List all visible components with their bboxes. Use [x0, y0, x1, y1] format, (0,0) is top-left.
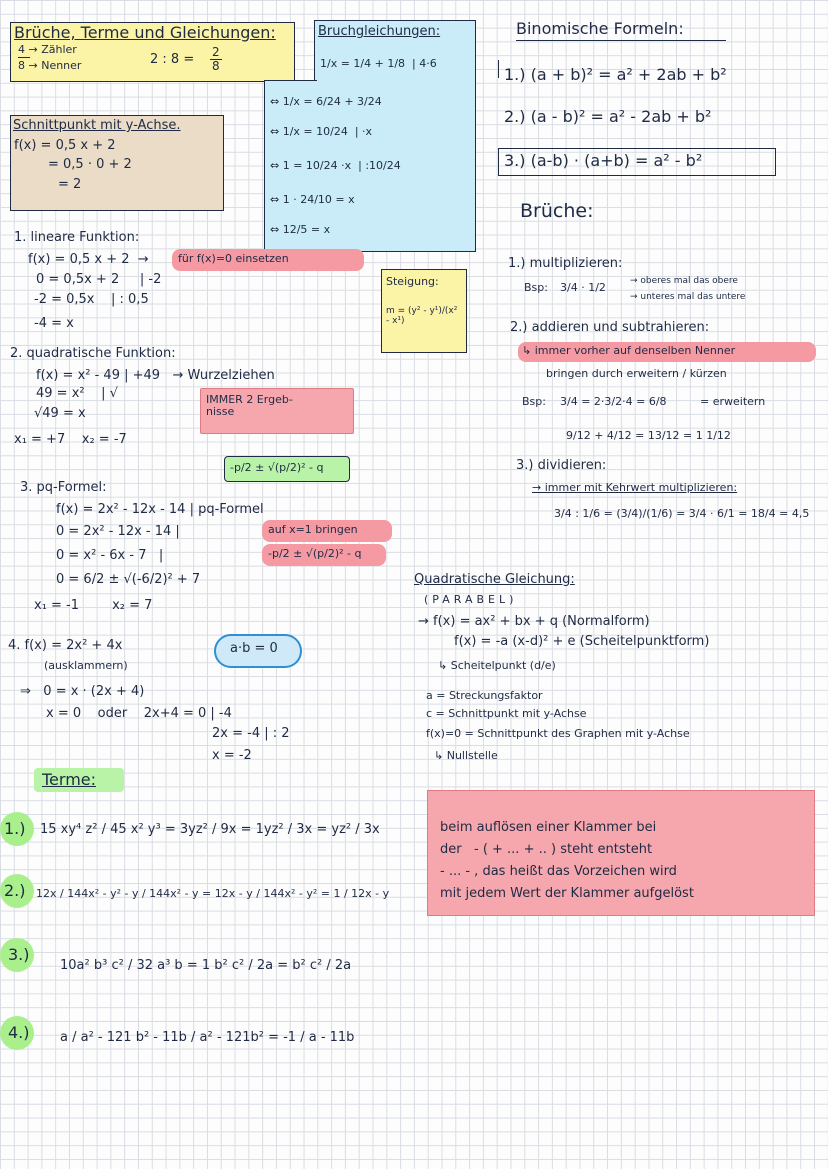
aus-sub: (ausklammern)	[44, 659, 128, 672]
pq-box-formula: -p/2 ± √(p/2)² - q	[230, 461, 324, 474]
bruch-row-6: ⇔ 12/5 = x	[270, 223, 331, 236]
quadgl-line-1: → f(x) = ax² + bx + q (Normalform)	[418, 614, 650, 629]
terme-expr-4: a / a² - 121 b² - 11b / a² - 121b² = -1 / a - 11b	[60, 1030, 355, 1045]
klammer-note-4: mit jedem Wert der Klammer aufgelöst	[440, 886, 694, 901]
terme-num-3: 3.)	[8, 945, 30, 964]
div-expr: 3/4 : 1/6 = (3/4)/(1/6) = 3/4 · 6/1 = 18/4 = 4,5	[554, 507, 810, 520]
add-expr-2: 9/12 + 4/12 = 13/12 = 1 1/12	[566, 429, 731, 442]
ab-zero-text: a·b = 0	[230, 641, 278, 656]
add-erweitern: = erweitern	[700, 395, 766, 408]
ex-den: 8	[212, 59, 220, 73]
pq-line-2: 0 = 2x² - 12x - 14 |	[56, 524, 180, 539]
terme-expr-3: 10a² b³ c² / 32 a³ b = 1 b² c² / 2a = b² c² / 2a	[60, 958, 352, 973]
terme-num-2: 2.)	[4, 881, 26, 900]
linear-line-4: -4 = x	[34, 316, 74, 331]
bruch-row-4: ⇔ 1 = 10/24 ·x | :10/24	[270, 159, 401, 172]
steigung-title: Steigung:	[386, 275, 439, 288]
quad-line-2: 49 = x² | √	[36, 386, 118, 401]
schnittpunkt-title: Schnittpunkt mit y-Achse.	[13, 118, 181, 133]
bruch-row-3: ⇔ 1/x = 10/24 | ·x	[270, 125, 373, 138]
schnitt-line-3: = 2	[58, 177, 82, 192]
add-highlight-text: ↳ immer vorher auf denselben Nenner	[522, 344, 736, 357]
page-title: Brüche, Terme und Gleichungen:	[14, 23, 276, 42]
klammer-note-2: der - ( + ... + .. ) steht entsteht	[440, 842, 653, 857]
quadgl-title: Quadratische Gleichung:	[414, 572, 575, 587]
linear-title: 1. lineare Funktion:	[14, 230, 140, 245]
pq-title: 3. pq-Formel:	[20, 480, 107, 495]
schnitt-line-1: f(x) = 0,5 x + 2	[14, 138, 116, 153]
quadgl-line-3: ↳ Scheitelpunkt (d/e)	[438, 659, 556, 672]
zaehler-text: Zähler	[41, 43, 77, 56]
add-expr: 3/4 = 2·3/2·4 = 6/8	[560, 395, 667, 408]
mult-note-1: → oberes mal das obere	[630, 276, 738, 286]
steigung-formula: m = (y² - y¹)/(x² - x¹)	[386, 306, 458, 326]
quad-line-4: x₁ = +7 x₂ = -7	[14, 432, 127, 447]
add-head: 2.) addieren und subtrahieren:	[510, 320, 710, 335]
pq-line-4: 0 = 6/2 ± √(-6/2)² + 7	[56, 572, 201, 587]
terme-expr-1: 15 xy⁴ z² / 45 x² y³ = 3yz² / 9x = 1yz² / 3x = yz² / 3x	[40, 822, 380, 837]
aus-line-1: ⇒ 0 = x · (2x + 4)	[20, 684, 145, 699]
quadgl-line-5: c = Schnittpunkt mit y-Achse	[426, 707, 587, 720]
aus-line-4: x = -2	[212, 748, 252, 763]
div-note: → immer mit Kehrwert multiplizieren:	[532, 481, 738, 494]
quadgl-line-2: f(x) = -a (x-d)² + e (Scheitelpunktform)	[454, 634, 710, 649]
mult-expr: 3/4 · 1/2	[560, 281, 606, 294]
linear-highlight-text: für f(x)=0 einsetzen	[178, 252, 289, 265]
aus-line-2: x = 0 oder 2x+4 = 0 | -4	[46, 706, 232, 721]
linear-line-2: 0 = 0,5x + 2 | -2	[36, 272, 162, 287]
quadgl-line-6: f(x)=0 = Schnittpunkt des Graphen mit y-Achse	[426, 727, 690, 740]
terme-num-1: 1.)	[4, 819, 26, 838]
quad-line-1: f(x) = x² - 49 | +49 → Wurzelziehen	[36, 368, 275, 383]
bruchgleichungen-title: Bruchgleichungen:	[318, 24, 441, 39]
add-line-2: bringen durch erweitern / kürzen	[546, 367, 727, 380]
pq-line-3: 0 = x² - 6x - 7 |	[56, 548, 164, 563]
brueche-title: Brüche:	[520, 200, 594, 222]
schnitt-line-2: = 0,5 · 0 + 2	[48, 157, 132, 172]
mult-head: 1.) multiplizieren:	[508, 256, 623, 271]
example-ratio: 2 : 8 =	[150, 52, 195, 67]
terme-title: Terme:	[42, 770, 97, 789]
nenner-text: Nenner	[41, 59, 82, 72]
pq-formula: -p/2 ± √(p/2)² - q	[268, 547, 362, 560]
quadgl-line-4: a = Streckungsfaktor	[426, 689, 543, 702]
quadgl-line-7: ↳ Nullstelle	[434, 749, 498, 762]
div-head: 3.) dividieren:	[516, 458, 607, 473]
binom-line-1: 1.) (a + b)² = a² + 2ab + b²	[504, 65, 727, 84]
bruch-row-5: ⇔ 1 · 24/10 = x	[270, 193, 355, 206]
quad-line-3: √49 = x	[34, 406, 86, 421]
pq-line-1: f(x) = 2x² - 12x - 14 | pq-Formel	[56, 502, 264, 517]
terme-expr-2: 12x / 144x² - y² - y / 144x² - y = 12x - y / 144x² - y² = 1 / 12x - y	[36, 887, 390, 900]
quad-note: IMMER 2 Ergeb- nisse	[206, 393, 293, 418]
zaehler-label: 4 → Zähler	[18, 43, 77, 56]
binom-line-3: 3.) (a-b) · (a+b) = a² - b²	[504, 151, 703, 170]
klammer-note-1: beim auflösen einer Klammer bei	[440, 820, 657, 835]
linear-line-1: f(x) = 0,5 x + 2 →	[28, 252, 149, 267]
terme-num-4: 4.)	[8, 1023, 30, 1042]
linear-line-3: -2 = 0,5x | : 0,5	[34, 292, 149, 307]
mult-bsp: Bsp:	[524, 281, 548, 294]
quad-title: 2. quadratische Funktion:	[10, 346, 176, 361]
add-bsp: Bsp:	[522, 395, 546, 408]
binom-box-1	[498, 60, 501, 78]
mult-note-2: → unteres mal das untere	[630, 292, 746, 302]
binom-title: Binomische Formeln:	[516, 19, 684, 38]
bruch-row-2: ⇔ 1/x = 6/24 + 3/24	[270, 95, 382, 108]
aus-title: 4. f(x) = 2x² + 4x	[8, 638, 123, 653]
bruch-row-1: 1/x = 1/4 + 1/8 | 4·6	[320, 57, 437, 70]
pq-highlight-text: auf x=1 bringen	[268, 523, 358, 536]
example-fraction	[210, 46, 222, 73]
aus-line-3: 2x = -4 | : 2	[212, 726, 290, 741]
klammer-note-3: - ... - , das heißt das Vorzeichen wird	[440, 864, 677, 879]
quadgl-sub: (PARABEL)	[424, 593, 518, 606]
nenner-label: 8 → Nenner	[18, 59, 82, 72]
ex-num: 2	[212, 45, 220, 59]
binom-underline	[516, 40, 726, 41]
binom-line-2: 2.) (a - b)² = a² - 2ab + b²	[504, 107, 712, 126]
pq-line-5: x₁ = -1 x₂ = 7	[34, 598, 153, 613]
